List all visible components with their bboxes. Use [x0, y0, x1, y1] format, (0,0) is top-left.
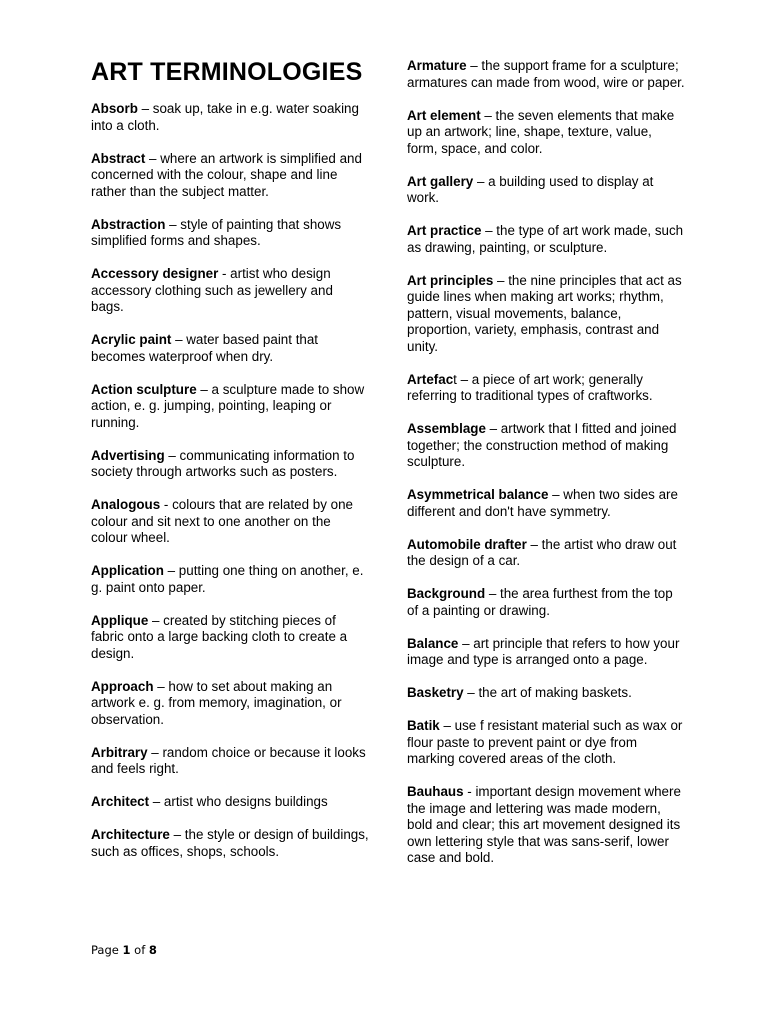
glossary-term: Action sculpture — [91, 381, 197, 397]
current-page-number: 1 — [122, 943, 131, 957]
glossary-definition: – water based paint that becomes waterproof when dry. — [91, 332, 319, 364]
right-column — [407, 58, 685, 883]
glossary-definition: – the area furthest from the top of a painting or drawing. — [407, 586, 673, 618]
glossary-entry — [407, 718, 685, 768]
glossary-definition: – random choice or because it looks and feels right. — [91, 744, 366, 776]
glossary-definition: – how to set about making an artwork e. g. from memory, imagination, or observation. — [91, 678, 342, 727]
glossary-definition: – the nine principles that act as guide lines when making art works; rhythm, pattern, visual movements, balance, proportion, variety, emphasis, contrast and unity. — [407, 272, 682, 354]
glossary-definition: – artist who designs buildings — [149, 794, 328, 809]
glossary-definition: – when two sides are different and don't have symmetry. — [407, 487, 678, 519]
glossary-entry — [407, 421, 685, 471]
glossary-entry — [407, 174, 685, 207]
glossary-definition: – the seven elements that make up an artwork; line, shape, texture, value, form, space, and color. — [407, 107, 675, 156]
glossary-term: Balance — [407, 635, 459, 651]
glossary-definition: – soak up, take in e.g. water soaking into a cloth. — [91, 101, 359, 133]
page-of-label: of — [130, 943, 149, 957]
glossary-entry — [407, 586, 685, 619]
glossary-definition: – created by stitching pieces of fabric onto a large backing cloth to create a design. — [91, 612, 348, 661]
glossary-term: Acrylic paint — [91, 332, 172, 347]
glossary-term: Asymmetrical balance — [407, 487, 549, 502]
glossary-term: Advertising — [91, 447, 165, 463]
glossary-term: Analogous — [91, 497, 161, 512]
glossary-entry — [407, 223, 685, 256]
glossary-term: Art element — [407, 107, 481, 123]
glossary-entry — [91, 332, 369, 365]
glossary-term: Art principles — [407, 272, 494, 288]
glossary-term: Arbitrary — [91, 744, 148, 760]
glossary-term: Assemblage — [407, 421, 486, 436]
glossary-entry — [91, 448, 369, 481]
glossary-term: Background — [407, 586, 486, 601]
glossary-entry — [91, 613, 369, 663]
glossary-definition: t – a piece of art work; generally referring to traditional types of craftworks. — [407, 371, 653, 403]
glossary-term: Absorb — [91, 101, 138, 116]
glossary-term: Abstract — [91, 150, 146, 166]
glossary-entry — [91, 151, 369, 201]
glossary-term: Automobile drafter — [407, 536, 527, 552]
glossary-term: Bauhaus — [407, 784, 464, 799]
glossary-entry — [407, 372, 685, 405]
glossary-definition: – where an artwork is simplified and concerned with the colour, shape and line rather than the subject matter. — [91, 150, 362, 199]
glossary-entry — [91, 266, 369, 316]
glossary-entry — [407, 537, 685, 570]
glossary-entry — [91, 101, 369, 134]
glossary-entry — [91, 827, 369, 860]
glossary-term: Art gallery — [407, 173, 474, 189]
glossary-definition: – art principle that refers to how your image and type is arranged onto a page. — [407, 635, 680, 667]
glossary-definition: – the art of making baskets. — [463, 685, 632, 700]
glossary-definition: – artwork that I fitted and joined together; the construction method of making sculpture. — [407, 421, 677, 469]
glossary-term: Armature — [407, 58, 467, 73]
glossary-entry — [407, 487, 685, 520]
glossary-definition: – the style or design of buildings, such as offices, shops, schools. — [91, 827, 369, 859]
glossary-term: Applique — [91, 612, 149, 628]
glossary-entry — [407, 58, 685, 91]
page-footer — [91, 943, 157, 957]
glossary-entry — [91, 382, 369, 432]
glossary-term: Batik — [407, 718, 440, 733]
glossary-definition: – a sculpture made to show action, e. g. jumping, pointing, leaping or running. — [91, 381, 365, 430]
glossary-term: Artefac — [407, 371, 454, 387]
glossary-entry — [407, 636, 685, 669]
left-column — [91, 101, 369, 877]
glossary-term: Architecture — [91, 827, 170, 842]
glossary-definition: - colours that are related by one colour and sit next to one another on the colour wheel. — [91, 497, 353, 545]
page-label: Page — [91, 943, 123, 957]
glossary-definition: – the support frame for a sculpture; armatures can made from wood, wire or paper. — [407, 58, 685, 90]
glossary-term: Application — [91, 563, 164, 578]
glossary-entry — [91, 217, 369, 250]
glossary-definition: – the artist who draw out the design of a car. — [407, 536, 677, 568]
glossary-definition: – a building used to display at work. — [407, 173, 654, 205]
glossary-entry — [91, 745, 369, 778]
glossary-term: Basketry — [407, 685, 464, 700]
glossary-term: Architect — [91, 794, 150, 809]
glossary-entry — [407, 784, 685, 867]
glossary-definition: - important design movement where the image and lettering was made modern, bold and clear; this art movement designed its own lettering style that was sans-serif, lower case and bold. — [407, 784, 681, 865]
glossary-entry — [407, 273, 685, 356]
glossary-term: Accessory designer — [91, 266, 219, 281]
glossary-definition: – putting one thing on another, e. g. paint onto paper. — [91, 563, 364, 595]
glossary-definition: – communicating information to society through artworks such as posters. — [91, 447, 355, 479]
glossary-term: Art practice — [407, 223, 482, 238]
glossary-definition: - artist who design accessory clothing such as jewellery and bags. — [91, 266, 333, 314]
glossary-entry — [91, 794, 369, 811]
glossary-definition: – use f resistant material such as wax or flour paste to prevent paint or dye from marking covered areas of the cloth. — [407, 718, 683, 766]
page-title: ART TERMINOLOGIES — [91, 58, 363, 86]
glossary-entry — [91, 563, 369, 596]
glossary-entry — [91, 679, 369, 729]
glossary-definition: – the type of art work made, such as drawing, painting, or sculpture. — [407, 223, 684, 255]
glossary-entry — [91, 497, 369, 547]
glossary-term: Approach — [91, 678, 154, 694]
glossary-entry — [407, 108, 685, 158]
glossary-entry — [407, 685, 685, 702]
glossary-term: Abstraction — [91, 216, 166, 232]
glossary-definition: – style of painting that shows simplified forms and shapes. — [91, 216, 342, 248]
total-page-number: 8 — [148, 943, 157, 957]
